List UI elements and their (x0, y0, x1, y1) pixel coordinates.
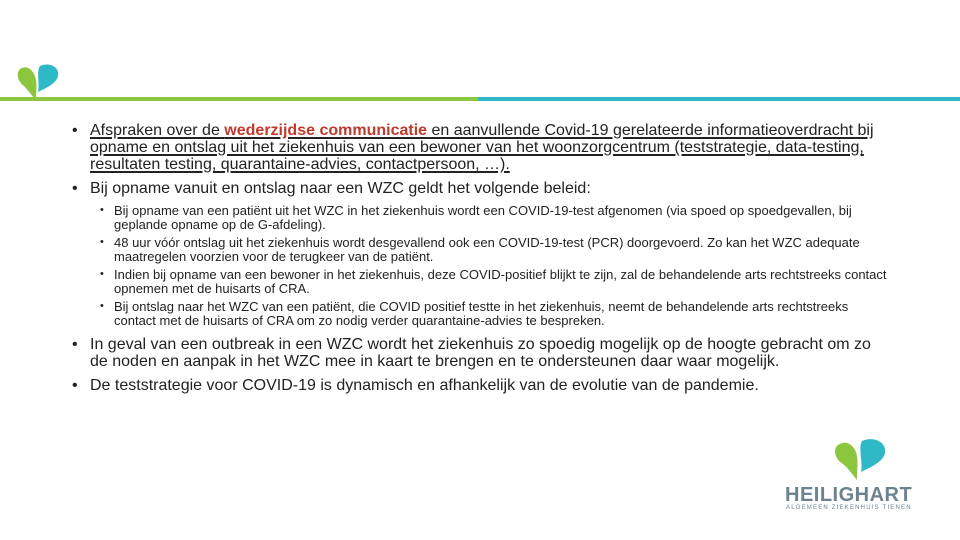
sub-bullet-4: • Bij ontslag naar het WZC van een patiënt, die COVID positief testte in het ziekenhuis, neemt de behandelende arts rechtstreeks contact met de huisarts of CRA om zo nodig verder quarantaine-advies te bespreken. (100, 299, 849, 328)
brand-name: HEILIGHART (785, 484, 913, 506)
sub-bullet-text: Indien bij opname van een bewoner in het ziekenhuis, deze COVID-positief blijkt te zijn, zal de behandelende arts rechtstreeks contact opnemen met de huisarts of CRA. (114, 267, 887, 296)
bullet-outbreak (72, 336, 892, 370)
bullet-teststrategie (72, 377, 892, 394)
heart-logo-icon (830, 436, 890, 482)
bullet-dot: • (72, 336, 78, 353)
highlight-wederzijdse-communicatie: wederzijdse communicatie (224, 122, 428, 139)
bullet-dot: • (72, 180, 78, 197)
header-divider-green (0, 97, 478, 101)
sub-bullet-2: • 48 uur vóór ontslag uit het ziekenhuis wordt desgevallend ook een COVID-19-test (PCR) doorgevoerd. Zo kan het WZC adequate maatregelen voorzien voor de terugkeer van de patiënt. (100, 235, 860, 264)
bullet-3-text: In geval van een outbreak in een WZC wordt het ziekenhuis zo spoedig mogelijk op de hoogte gebracht om zo de noden en aanpak in het WZC mee in kaart te brengen en te ondersteunen daar waar mogelijk. (90, 336, 871, 370)
brand-subtitle: ALGEMEEN ZIEKENHUIS TIENEN (786, 505, 912, 511)
heilighart-logo (780, 436, 930, 516)
bullet-2-text: Bij opname vanuit en ontslag naar een WZC geldt het volgende beleid: (90, 180, 591, 197)
bullet-dot: • (72, 377, 78, 394)
sub-bullet-1: • Bij opname van een patiënt uit het WZC in het ziekenhuis wordt een COVID-19-test afgenomen (via spoed op spoedgevallen, bij geplande opname op de G-afdeling). (100, 203, 852, 232)
bullet-dot: • (72, 122, 78, 139)
sub-bullet-text: 48 uur vóór ontslag uit het ziekenhuis wordt desgevallend ook een COVID-19-test (PCR) doorgevoerd. Zo kan het WZC adequate maatregelen voorzien voor de terugkeer van de patiënt. (114, 235, 860, 264)
sub-bullet-list (100, 204, 892, 327)
header-divider-teal (478, 97, 960, 101)
sub-bullet-3: • Indien bij opname van een bewoner in het ziekenhuis, deze COVID-positief blijkt te zijn, zal de behandelende arts rechtstreeks contact opnemen met de huisarts of CRA. (100, 267, 887, 296)
sub-bullet-text: Bij opname van een patiënt uit het WZC in het ziekenhuis wordt een COVID-19-test afgenomen (via spoed op spoedgevallen, bij geplande opname op de G-afdeling). (114, 203, 852, 232)
bullet-1-pre: Afspraken over de (90, 122, 225, 139)
bullet-1-post: en aanvullende Covid-19 gerelateerde informatieoverdracht bij opname en ontslag uit het ziekenhuis van een bewoner van het woonzorgcentrum (teststrategie, data-testing, resultaten testing, quarantaine-advies, contactpersoon, …). (90, 122, 874, 173)
heart-logo-icon (14, 62, 62, 102)
slide-body (72, 122, 892, 401)
bullet-4-text: De teststrategie voor COVID-19 is dynamisch en afhankelijk van de evolutie van de pandemie. (90, 377, 759, 394)
sub-bullet-text: Bij ontslag naar het WZC van een patiënt, die COVID positief testte in het ziekenhuis, neemt de behandelende arts rechtstreeks contact met de huisarts of CRA om zo nodig verder quarantaine-advies te bespreken. (114, 299, 849, 328)
bullet-text-underlined (90, 122, 874, 173)
bullet-beleid (72, 180, 892, 197)
bullet-communicatie (72, 122, 892, 173)
